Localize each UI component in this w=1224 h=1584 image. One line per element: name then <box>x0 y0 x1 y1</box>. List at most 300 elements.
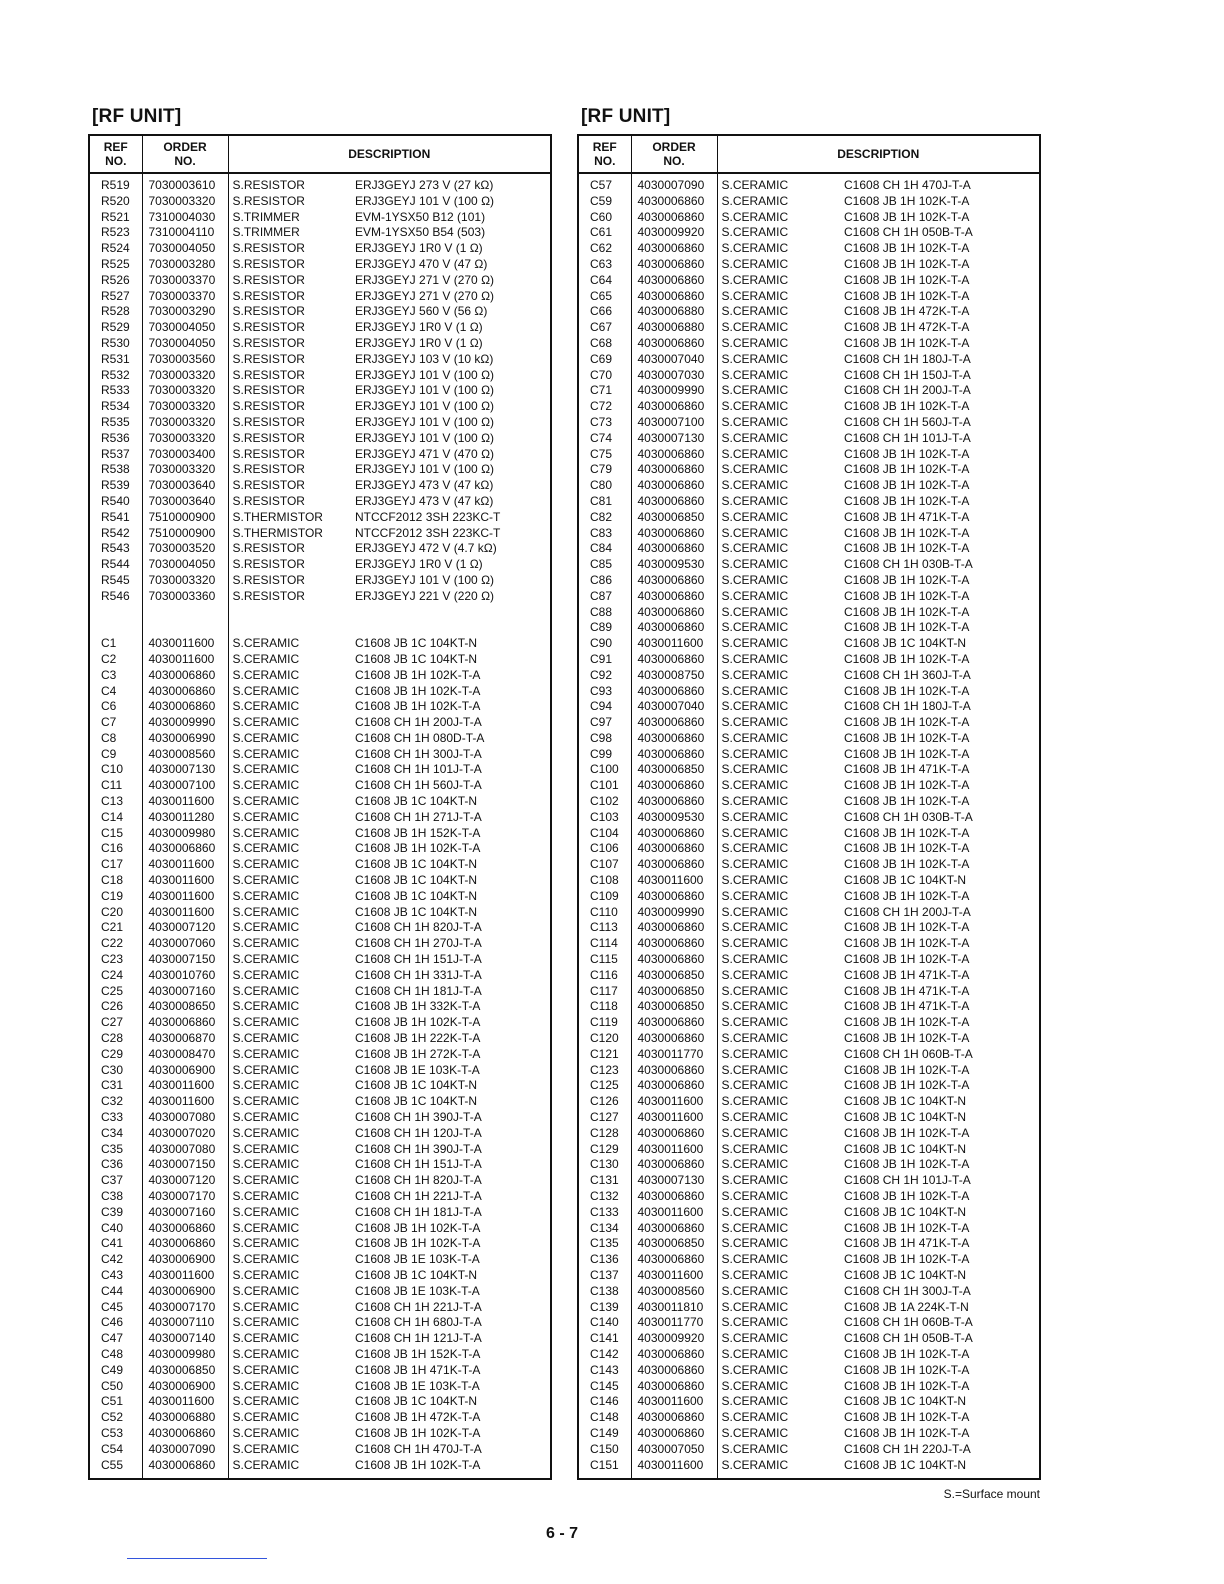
order-no-cell: 4030007150 <box>142 1157 228 1173</box>
table-row <box>89 210 551 226</box>
part-spec-cell: C1608 CH 1H 101J-T-A <box>355 762 482 777</box>
ref-no-cell: R524 <box>89 241 142 257</box>
ref-no-cell: C10 <box>89 762 142 778</box>
order-no-cell: 4030006860 <box>142 668 228 684</box>
table-row <box>578 699 1040 715</box>
part-type-cell: S.CERAMIC <box>232 952 300 967</box>
order-no-cell: 7030003290 <box>142 304 228 320</box>
part-spec-cell: ERJ3GEYJ 101 V (100 Ω) <box>355 399 495 414</box>
table-row <box>89 447 551 463</box>
part-spec-cell: C1608 JB 1H 102K-T-A <box>844 604 970 619</box>
order-no-cell: 4030006860 <box>631 273 717 289</box>
table-row <box>578 1347 1040 1363</box>
ref-no-cell: C24 <box>89 968 142 984</box>
part-spec-cell: C1608 JB 1H 471K-T-A <box>844 999 970 1014</box>
part-type-cell: S.CERAMIC <box>721 983 789 998</box>
part-type-cell: S.CERAMIC <box>721 825 789 840</box>
part-type-cell: S.CERAMIC <box>721 746 789 761</box>
part-type-cell: S.CERAMIC <box>721 572 789 587</box>
ref-no-cell: C119 <box>578 1015 631 1031</box>
ref-no-cell: C38 <box>89 1189 142 1205</box>
order-no-cell: 4030006900 <box>142 1379 228 1395</box>
part-spec-cell: C1608 JB 1C 104KT-N <box>844 873 967 888</box>
filler-cell <box>89 1473 142 1479</box>
table-row <box>578 905 1040 921</box>
ref-no-cell: C148 <box>578 1410 631 1426</box>
header-ref-line1: REF <box>103 140 128 154</box>
part-spec-cell <box>355 605 551 621</box>
part-type-cell: S.CERAMIC <box>232 873 300 888</box>
part-type-cell: S.CERAMIC <box>721 636 789 651</box>
order-no-cell: 4030006860 <box>631 652 717 668</box>
ref-no-cell: C85 <box>578 557 631 573</box>
order-no-cell: 4030011280 <box>142 810 228 826</box>
ref-no-cell: R530 <box>89 336 142 352</box>
header-description: DESCRIPTION <box>717 135 1040 173</box>
part-type-cell: S.CERAMIC <box>232 1425 300 1440</box>
ref-no-cell: R541 <box>89 510 142 526</box>
part-spec-cell: C1608 JB 1H 102K-T-A <box>844 335 970 350</box>
ref-no-cell: C41 <box>89 1236 142 1252</box>
header-ref-no <box>89 135 142 173</box>
table-row <box>578 668 1040 684</box>
order-no-cell: 4030006860 <box>631 826 717 842</box>
part-spec-cell: C1608 CH 1H 680J-T-A <box>355 1315 482 1330</box>
table-row <box>578 778 1040 794</box>
ref-no-cell: C135 <box>578 1236 631 1252</box>
ref-no-cell: C92 <box>578 668 631 684</box>
order-no-cell: 7510000900 <box>142 526 228 542</box>
order-no-cell: 4030007160 <box>142 984 228 1000</box>
part-type-cell: S.CERAMIC <box>721 952 789 967</box>
order-no-cell: 4030007060 <box>142 936 228 952</box>
part-spec-cell: C1608 JB 1H 102K-T-A <box>844 936 970 951</box>
part-type-cell: S.RESISTOR <box>232 383 305 398</box>
order-no-cell: 7030004050 <box>142 241 228 257</box>
part-type-cell: S.CERAMIC <box>721 667 789 682</box>
part-spec-cell: C1608 CH 1H 151J-T-A <box>355 952 482 967</box>
part-type-cell: S.THERMISTOR <box>232 525 323 540</box>
part-spec-cell: C1608 JB 1C 104KT-N <box>355 1078 478 1093</box>
surface-mount-note: S.=Surface mount <box>943 1487 1040 1501</box>
left-parts-table <box>88 134 552 1480</box>
table-row <box>89 826 551 842</box>
table-row <box>89 1300 551 1316</box>
table-row <box>89 873 551 889</box>
order-no-cell: 4030009980 <box>142 826 228 842</box>
table-row <box>89 889 551 905</box>
part-type-cell: S.CERAMIC <box>721 557 789 572</box>
order-no-cell: 4030011600 <box>142 652 228 668</box>
part-spec-cell: ERJ3GEYJ 271 V (270 Ω) <box>355 272 495 287</box>
ref-no-cell: C102 <box>578 794 631 810</box>
order-no-cell: 4030008750 <box>631 668 717 684</box>
order-no-cell: 4030007140 <box>142 1331 228 1347</box>
part-spec-cell: C1608 CH 1H 270J-T-A <box>355 936 482 951</box>
table-row <box>89 1126 551 1142</box>
order-no-cell: 7030003320 <box>142 368 228 384</box>
part-spec-cell: ERJ3GEYJ 472 V (4.7 kΩ) <box>355 541 497 556</box>
order-no-cell: 4030007170 <box>142 1189 228 1205</box>
order-no-cell: 4030006860 <box>631 399 717 415</box>
part-spec-cell: C1608 JB 1E 103K-T-A <box>355 1252 480 1267</box>
part-spec-cell: C1608 JB 1H 102K-T-A <box>844 920 970 935</box>
order-no-cell: 4030007100 <box>631 415 717 431</box>
ref-no-cell: C1 <box>89 636 142 652</box>
part-type-cell: S.CERAMIC <box>232 1062 300 1077</box>
ref-no-cell: C121 <box>578 1047 631 1063</box>
ref-no-cell: C139 <box>578 1300 631 1316</box>
table-row <box>89 920 551 936</box>
part-spec-cell: C1608 CH 1H 331J-T-A <box>355 967 482 982</box>
ref-no-cell: C45 <box>89 1300 142 1316</box>
table-row <box>89 810 551 826</box>
part-spec-cell: C1608 JB 1H 471K-T-A <box>355 1362 481 1377</box>
part-type-cell: S.CERAMIC <box>721 1299 789 1314</box>
part-type-cell: S.CERAMIC <box>721 193 789 208</box>
order-no-cell: 4030006860 <box>631 841 717 857</box>
table-row <box>578 1252 1040 1268</box>
table-row <box>578 762 1040 778</box>
order-no-cell: 4030006860 <box>631 952 717 968</box>
table-row <box>578 447 1040 463</box>
table-filler-row <box>89 1473 551 1479</box>
left-unit-title: [RF UNIT] <box>92 106 182 127</box>
ref-no-cell: C6 <box>89 699 142 715</box>
table-row <box>578 431 1040 447</box>
ref-no-cell: C54 <box>89 1442 142 1458</box>
order-no-cell: 4030006860 <box>631 1426 717 1442</box>
ref-no-cell: C52 <box>89 1410 142 1426</box>
part-type-cell: S.CERAMIC <box>232 651 300 666</box>
part-type-cell: S.CERAMIC <box>721 1252 789 1267</box>
part-spec-cell: C1608 JB 1H 102K-T-A <box>355 1425 481 1440</box>
part-spec-cell: C1608 JB 1H 102K-T-A <box>844 446 970 461</box>
part-spec-cell: ERJ3GEYJ 101 V (100 Ω) <box>355 414 495 429</box>
part-type-cell: S.CERAMIC <box>232 1220 300 1235</box>
ref-no-cell: R533 <box>89 383 142 399</box>
part-type-cell: S.CERAMIC <box>721 1141 789 1156</box>
ref-no-cell: C36 <box>89 1157 142 1173</box>
part-type-cell: S.CERAMIC <box>721 367 789 382</box>
order-no-cell: 4030009990 <box>142 715 228 731</box>
table-row <box>578 320 1040 336</box>
order-no-cell: 4030006860 <box>631 210 717 226</box>
order-no-cell: 4030007040 <box>631 352 717 368</box>
ref-no-cell: C130 <box>578 1157 631 1173</box>
ref-no-cell: C120 <box>578 1031 631 1047</box>
ref-no-cell: C32 <box>89 1094 142 1110</box>
ref-no-cell: R532 <box>89 368 142 384</box>
order-no-cell: 4030006860 <box>631 1363 717 1379</box>
part-spec-cell: C1608 CH 1H 300J-T-A <box>844 1283 971 1298</box>
table-row <box>578 194 1040 210</box>
order-no-cell: 4030006880 <box>631 320 717 336</box>
order-no-cell: 4030006860 <box>631 447 717 463</box>
part-spec-cell: EVM-1YSX50 B12 (101) <box>355 209 486 224</box>
part-type-cell: S.CERAMIC <box>721 241 789 256</box>
table-row <box>578 1458 1040 1474</box>
part-spec-cell: ERJ3GEYJ 473 V (47 kΩ) <box>355 478 494 493</box>
order-no-cell: 4030006860 <box>631 1157 717 1173</box>
table-row <box>89 415 551 431</box>
order-no-cell: 7030003640 <box>142 478 228 494</box>
table-row <box>578 1094 1040 1110</box>
order-no-cell: 4030008560 <box>142 747 228 763</box>
ref-no-cell: R537 <box>89 447 142 463</box>
table-row <box>89 1315 551 1331</box>
part-spec-cell: C1608 JB 1A 224K-T-N <box>844 1299 969 1314</box>
part-spec-cell: C1608 CH 1H 220J-T-A <box>844 1441 971 1456</box>
part-spec-cell: C1608 CH 1H 820J-T-A <box>355 920 482 935</box>
order-no-cell: 4030006860 <box>142 841 228 857</box>
part-spec-cell: C1608 JB 1C 104KT-N <box>355 794 478 809</box>
table-row <box>89 1157 551 1173</box>
table-row <box>89 652 551 668</box>
part-spec-cell: ERJ3GEYJ 1R0 V (1 Ω) <box>355 335 483 350</box>
table-row <box>89 1252 551 1268</box>
table-row <box>89 478 551 494</box>
table-row <box>89 1284 551 1300</box>
table-row <box>578 810 1040 826</box>
table-row <box>578 352 1040 368</box>
order-no-cell: 4030006850 <box>631 968 717 984</box>
order-no-cell: 4030006860 <box>631 920 717 936</box>
part-type-cell: S.CERAMIC <box>232 1283 300 1298</box>
order-no-cell: 4030009530 <box>631 810 717 826</box>
part-spec-cell: C1608 JB 1C 104KT-N <box>355 651 478 666</box>
link-underline <box>127 1558 267 1559</box>
part-type-cell <box>228 620 355 636</box>
part-type-cell: S.CERAMIC <box>721 320 789 335</box>
part-type-cell: S.CERAMIC <box>721 967 789 982</box>
ref-no-cell: C31 <box>89 1078 142 1094</box>
ref-no-cell: C37 <box>89 1173 142 1189</box>
header-order-line1: ORDER <box>163 140 207 154</box>
part-spec-cell: C1608 JB 1H 102K-T-A <box>844 462 970 477</box>
order-no-cell: 7030003400 <box>142 447 228 463</box>
part-type-cell: S.CERAMIC <box>721 715 789 730</box>
part-spec-cell <box>355 620 551 636</box>
part-type-cell: S.CERAMIC <box>721 1362 789 1377</box>
table-row <box>89 762 551 778</box>
order-no-cell: 7030003370 <box>142 273 228 289</box>
table-row <box>89 541 551 557</box>
ref-no-cell: C4 <box>89 684 142 700</box>
table-row <box>578 794 1040 810</box>
part-type-cell: S.RESISTOR <box>232 493 305 508</box>
table-row <box>89 241 551 257</box>
part-type-cell: S.RESISTOR <box>232 478 305 493</box>
part-spec-cell: C1608 JB 1H 102K-T-A <box>844 683 970 698</box>
table-row <box>89 462 551 478</box>
part-type-cell: S.CERAMIC <box>232 1125 300 1140</box>
part-type-cell: S.CERAMIC <box>721 1315 789 1330</box>
part-type-cell: S.CERAMIC <box>232 1078 300 1093</box>
part-type-cell: S.CERAMIC <box>721 1394 789 1409</box>
part-type-cell: S.CERAMIC <box>232 715 300 730</box>
ref-no-cell: R540 <box>89 494 142 510</box>
table-row <box>89 620 551 636</box>
ref-no-cell: C59 <box>578 194 631 210</box>
right-parts-table <box>577 134 1041 1480</box>
part-spec-cell: C1608 JB 1H 102K-T-A <box>355 1220 481 1235</box>
table-row <box>89 668 551 684</box>
ref-no-cell: C128 <box>578 1126 631 1142</box>
part-type-cell: S.CERAMIC <box>232 1346 300 1361</box>
part-type-cell: S.TRIMMER <box>232 225 300 240</box>
ref-no-cell: R535 <box>89 415 142 431</box>
part-type-cell: S.CERAMIC <box>721 446 789 461</box>
ref-no-cell: C151 <box>578 1458 631 1474</box>
part-spec-cell: ERJ3GEYJ 1R0 V (1 Ω) <box>355 241 483 256</box>
order-no-cell: 7030003320 <box>142 194 228 210</box>
table-row <box>578 857 1040 873</box>
ref-no-cell: R523 <box>89 225 142 241</box>
part-spec-cell: C1608 CH 1H 050B-T-A <box>844 1331 973 1346</box>
part-type-cell: S.CERAMIC <box>232 920 300 935</box>
part-type-cell: S.THERMISTOR <box>232 509 323 524</box>
ref-no-cell: C25 <box>89 984 142 1000</box>
table-row <box>578 257 1040 273</box>
ref-no-cell: C3 <box>89 668 142 684</box>
part-spec-cell: C1608 JB 1H 102K-T-A <box>844 572 970 587</box>
table-row <box>578 399 1040 415</box>
ref-no-cell: C7 <box>89 715 142 731</box>
part-spec-cell: C1608 CH 1H 180J-T-A <box>844 351 971 366</box>
table-row <box>89 173 551 194</box>
part-type-cell: S.CERAMIC <box>232 794 300 809</box>
table-row <box>89 747 551 763</box>
order-no-cell: 4030011600 <box>631 1205 717 1221</box>
table-row <box>578 1110 1040 1126</box>
order-no-cell: 4030007020 <box>142 1126 228 1142</box>
order-no-cell: 7030003520 <box>142 541 228 557</box>
part-spec-cell: C1608 CH 1H 221J-T-A <box>355 1299 482 1314</box>
order-no-cell: 4030011600 <box>142 794 228 810</box>
part-type-cell: S.CERAMIC <box>721 304 789 319</box>
part-spec-cell: C1608 JB 1H 102K-T-A <box>844 193 970 208</box>
part-spec-cell: C1608 CH 1H 150J-T-A <box>844 367 971 382</box>
order-no-cell: 4030011600 <box>142 857 228 873</box>
ref-no-cell: C93 <box>578 684 631 700</box>
part-spec-cell: C1608 JB 1C 104KT-N <box>355 1267 478 1282</box>
part-spec-cell: C1608 JB 1H 471K-T-A <box>844 967 970 982</box>
part-type-cell: S.CERAMIC <box>721 1094 789 1109</box>
table-row <box>578 210 1040 226</box>
order-no-cell: 4030006860 <box>631 715 717 731</box>
table-row <box>578 1047 1040 1063</box>
part-type-cell: S.CERAMIC <box>721 1378 789 1393</box>
part-type-cell: S.CERAMIC <box>721 1031 789 1046</box>
order-no-cell: 4030006860 <box>631 541 717 557</box>
ref-no-cell: R542 <box>89 526 142 542</box>
order-no-cell: 4030006860 <box>142 1458 228 1474</box>
part-type-cell: S.CERAMIC <box>721 1204 789 1219</box>
part-spec-cell: C1608 JB 1C 104KT-N <box>844 1094 967 1109</box>
order-no-cell: 7030003320 <box>142 399 228 415</box>
part-type-cell: S.CERAMIC <box>232 1457 300 1472</box>
part-type-cell: S.CERAMIC <box>232 1315 300 1330</box>
ref-no-cell: C64 <box>578 273 631 289</box>
ref-no-cell: C14 <box>89 810 142 826</box>
order-no-cell: 4030006900 <box>142 1252 228 1268</box>
ref-no-cell: R539 <box>89 478 142 494</box>
table-row <box>89 573 551 589</box>
table-row <box>578 747 1040 763</box>
order-no-cell: 4030006860 <box>631 684 717 700</box>
part-spec-cell: C1608 JB 1H 102K-T-A <box>844 1346 970 1361</box>
part-spec-cell: C1608 CH 1H 470J-T-A <box>844 178 971 192</box>
order-no-cell: 4030007120 <box>142 920 228 936</box>
table-row <box>578 589 1040 605</box>
ref-no-cell: C66 <box>578 304 631 320</box>
part-spec-cell: C1608 JB 1H 102K-T-A <box>844 1062 970 1077</box>
table-row <box>89 383 551 399</box>
part-spec-cell: C1608 CH 1H 470J-T-A <box>355 1441 482 1456</box>
table-row <box>89 778 551 794</box>
part-spec-cell: C1608 JB 1H 102K-T-A <box>844 730 970 745</box>
ref-no-cell: C73 <box>578 415 631 431</box>
table-row <box>89 968 551 984</box>
table-row <box>578 368 1040 384</box>
part-spec-cell: C1608 JB 1H 471K-T-A <box>844 1236 970 1251</box>
ref-no-cell: C74 <box>578 431 631 447</box>
ref-no-cell: C129 <box>578 1142 631 1158</box>
part-type-cell: S.CERAMIC <box>232 825 300 840</box>
order-no-cell: 4030009990 <box>631 905 717 921</box>
order-no-cell: 4030009920 <box>631 225 717 241</box>
part-type-cell: S.RESISTOR <box>232 320 305 335</box>
part-type-cell: S.RESISTOR <box>232 430 305 445</box>
part-spec-cell: C1608 JB 1E 103K-T-A <box>355 1283 480 1298</box>
part-type-cell: S.RESISTOR <box>232 557 305 572</box>
part-spec-cell: C1608 CH 1H 060B-T-A <box>844 1315 973 1330</box>
ref-no-cell: C140 <box>578 1315 631 1331</box>
ref-no-cell: C90 <box>578 636 631 652</box>
order-no-cell: 4030006880 <box>631 304 717 320</box>
table-row <box>578 984 1040 1000</box>
part-spec-cell: C1608 CH 1H 200J-T-A <box>355 715 482 730</box>
ref-no-cell: C150 <box>578 1442 631 1458</box>
part-spec-cell: C1608 JB 1C 104KT-N <box>355 904 478 919</box>
order-no-cell: 4030007110 <box>142 1315 228 1331</box>
part-spec-cell: C1608 JB 1H 102K-T-A <box>355 667 481 682</box>
part-type-cell: S.CERAMIC <box>721 1346 789 1361</box>
ref-no-cell: C15 <box>89 826 142 842</box>
part-type-cell: S.CERAMIC <box>721 178 789 192</box>
order-no-cell: 7030004050 <box>142 557 228 573</box>
table-row <box>578 1205 1040 1221</box>
order-no-cell: 4030006860 <box>631 936 717 952</box>
table-row <box>578 731 1040 747</box>
table-row <box>89 1394 551 1410</box>
table-row <box>578 494 1040 510</box>
table-row <box>89 368 551 384</box>
part-type-cell: S.CERAMIC <box>721 809 789 824</box>
ref-no-cell: C40 <box>89 1221 142 1237</box>
order-no-cell: 4030009980 <box>142 1347 228 1363</box>
part-spec-cell: C1608 CH 1H 390J-T-A <box>355 1110 482 1125</box>
part-spec-cell: C1608 JB 1C 104KT-N <box>355 857 478 872</box>
table-row <box>89 1094 551 1110</box>
ref-no-cell: C13 <box>89 794 142 810</box>
part-spec-cell: C1608 JB 1H 102K-T-A <box>844 1125 970 1140</box>
order-no-cell: 7030004050 <box>142 320 228 336</box>
part-spec-cell: ERJ3GEYJ 101 V (100 Ω) <box>355 430 495 445</box>
part-spec-cell: NTCCF2012 3SH 223KC-T <box>355 525 501 540</box>
ref-no-cell: R545 <box>89 573 142 589</box>
